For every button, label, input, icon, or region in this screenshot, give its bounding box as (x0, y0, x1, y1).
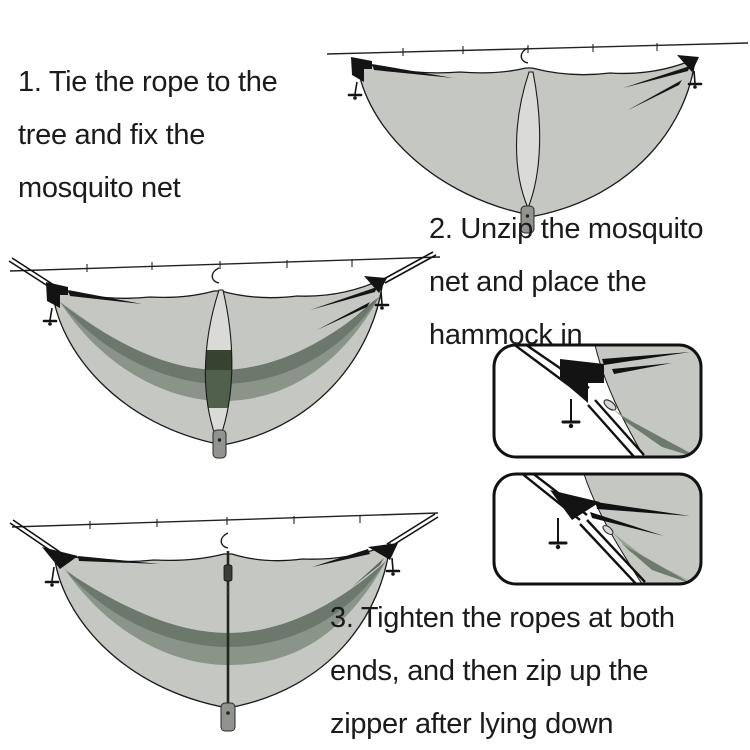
hanging-hook-icon (221, 533, 228, 548)
step1-line3: mosquito net (18, 172, 181, 204)
step2-line2: net and place the (429, 266, 647, 298)
step1-text (18, 56, 277, 215)
hanging-hook-icon (521, 48, 528, 63)
ridge-rope (10, 257, 440, 271)
rope-ties (403, 43, 657, 56)
zipper-pull (221, 703, 235, 731)
step1-line2: tree and fix the (18, 119, 206, 151)
step1-line1: 1. Tie the rope to the (18, 66, 278, 98)
illustration-hammock-placed-inside (2, 246, 442, 474)
detail-corner-attachment-tightened (492, 472, 703, 586)
step2-line3: hammock in (429, 319, 583, 351)
zipper-pull (213, 430, 226, 458)
step3-line3: zipper after lying down (330, 708, 614, 740)
step2-line1: 2. Unzip the mosquito (429, 213, 704, 245)
step3-text (330, 592, 675, 750)
zipper-slider (224, 565, 232, 581)
step3-line2: ends, and then zip up the (330, 655, 649, 687)
step2-text (429, 203, 703, 362)
step3-line1: 3. Tighten the ropes at both (330, 602, 675, 634)
ridge-rope (12, 513, 438, 527)
hanging-hook-icon (212, 268, 219, 283)
ridge-rope (327, 43, 748, 54)
